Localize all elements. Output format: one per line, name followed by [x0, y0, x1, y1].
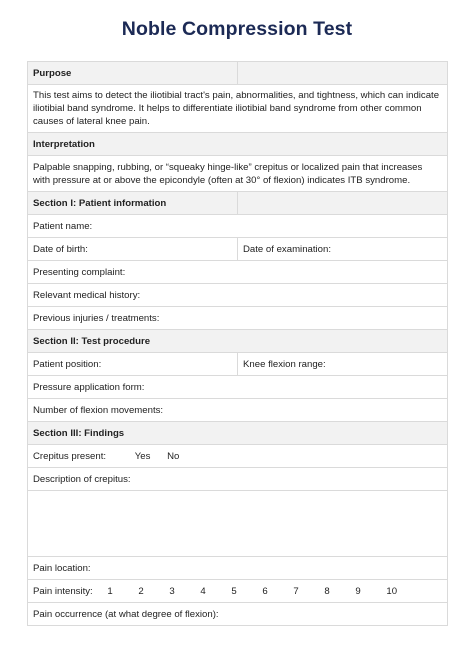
- patient-position-field[interactable]: Patient position:: [28, 353, 238, 376]
- pain-scale-option[interactable]: 5: [231, 585, 237, 597]
- crepitus-yes-option[interactable]: Yes: [134, 450, 151, 462]
- interpretation-text: Palpable snapping, rubbing, or “squeaky hinge-like” crepitus or localized pain that increases with pressure at or above the epicondyle (often at 30° of flexion) indicates ITB syndrome.: [28, 156, 448, 192]
- purpose-header-row: [28, 62, 448, 85]
- section1-header-row: [28, 192, 448, 215]
- history-row: [28, 284, 448, 307]
- section2-header-row: [28, 330, 448, 353]
- pain-location-field[interactable]: Pain location:: [28, 557, 448, 580]
- test-form: [27, 61, 448, 626]
- section3-heading: Section III: Findings: [28, 422, 448, 445]
- crepitus-no-option[interactable]: No: [167, 450, 180, 462]
- pain-scale-option[interactable]: 9: [355, 585, 361, 597]
- dob-row: [28, 238, 448, 261]
- complaint-row: [28, 261, 448, 284]
- purpose-text: This test aims to detect the iliotibial tract's pain, abnormalities, and tightness, which can indicate iliotibial band syndrome. It helps to differentiate iliotibial band syndrome from other common causes of lateral knee pain.: [28, 85, 448, 133]
- section1-heading: Section I: Patient information: [28, 192, 238, 215]
- pain-scale-option[interactable]: 6: [262, 585, 268, 597]
- pain-occurrence-row: [28, 603, 448, 626]
- injuries-row: [28, 307, 448, 330]
- pain-scale-option[interactable]: 7: [293, 585, 299, 597]
- pain-scale-option[interactable]: 2: [138, 585, 144, 597]
- previous-injuries-field[interactable]: Previous injuries / treatments:: [28, 307, 448, 330]
- pain-scale-option[interactable]: 3: [169, 585, 175, 597]
- crepitus-description-field[interactable]: Description of crepitus:: [28, 468, 448, 491]
- movements-row: [28, 399, 448, 422]
- purpose-header-blank: [238, 62, 448, 85]
- pain-intensity-field: [28, 580, 448, 603]
- purpose-heading: Purpose: [28, 62, 238, 85]
- date-of-birth-field[interactable]: Date of birth:: [28, 238, 238, 261]
- pressure-row: [28, 376, 448, 399]
- pain-intensity-row: [28, 580, 448, 603]
- flexion-movements-field[interactable]: Number of flexion movements:: [28, 399, 448, 422]
- crepitus-desc-row: [28, 468, 448, 491]
- pain-intensity-label: Pain intensity:: [33, 585, 93, 597]
- medical-history-field[interactable]: Relevant medical history:: [28, 284, 448, 307]
- interpretation-header-row: [28, 133, 448, 156]
- section2-heading: Section II: Test procedure: [28, 330, 448, 353]
- pain-scale-option[interactable]: 4: [200, 585, 206, 597]
- document-title: Noble Compression Test: [121, 18, 353, 40]
- crepitus-present-field: [28, 445, 448, 468]
- section1-header-blank: [238, 192, 448, 215]
- interpretation-row: [28, 156, 448, 192]
- pain-scale-option[interactable]: 10: [386, 585, 398, 597]
- date-of-examination-field[interactable]: Date of examination:: [238, 238, 448, 261]
- pain-occurrence-field[interactable]: Pain occurrence (at what degree of flexion):: [28, 603, 448, 626]
- patient-name-field[interactable]: Patient name:: [28, 215, 448, 238]
- section3-header-row: [28, 422, 448, 445]
- crepitus-present-label: Crepitus present:: [33, 450, 107, 462]
- purpose-row: [28, 85, 448, 133]
- pressure-application-field[interactable]: Pressure application form:: [28, 376, 448, 399]
- pain-location-row: [28, 557, 448, 580]
- knee-flexion-range-field[interactable]: Knee flexion range:: [238, 353, 448, 376]
- crepitus-row: [28, 445, 448, 468]
- crepitus-notes-row: [28, 491, 448, 557]
- interpretation-heading: Interpretation: [28, 133, 448, 156]
- pain-scale-option[interactable]: 8: [324, 585, 330, 597]
- patient-name-row: [28, 215, 448, 238]
- crepitus-notes-area[interactable]: [28, 491, 448, 557]
- presenting-complaint-field[interactable]: Presenting complaint:: [28, 261, 448, 284]
- pain-scale-option[interactable]: 1: [107, 585, 113, 597]
- position-row: [28, 353, 448, 376]
